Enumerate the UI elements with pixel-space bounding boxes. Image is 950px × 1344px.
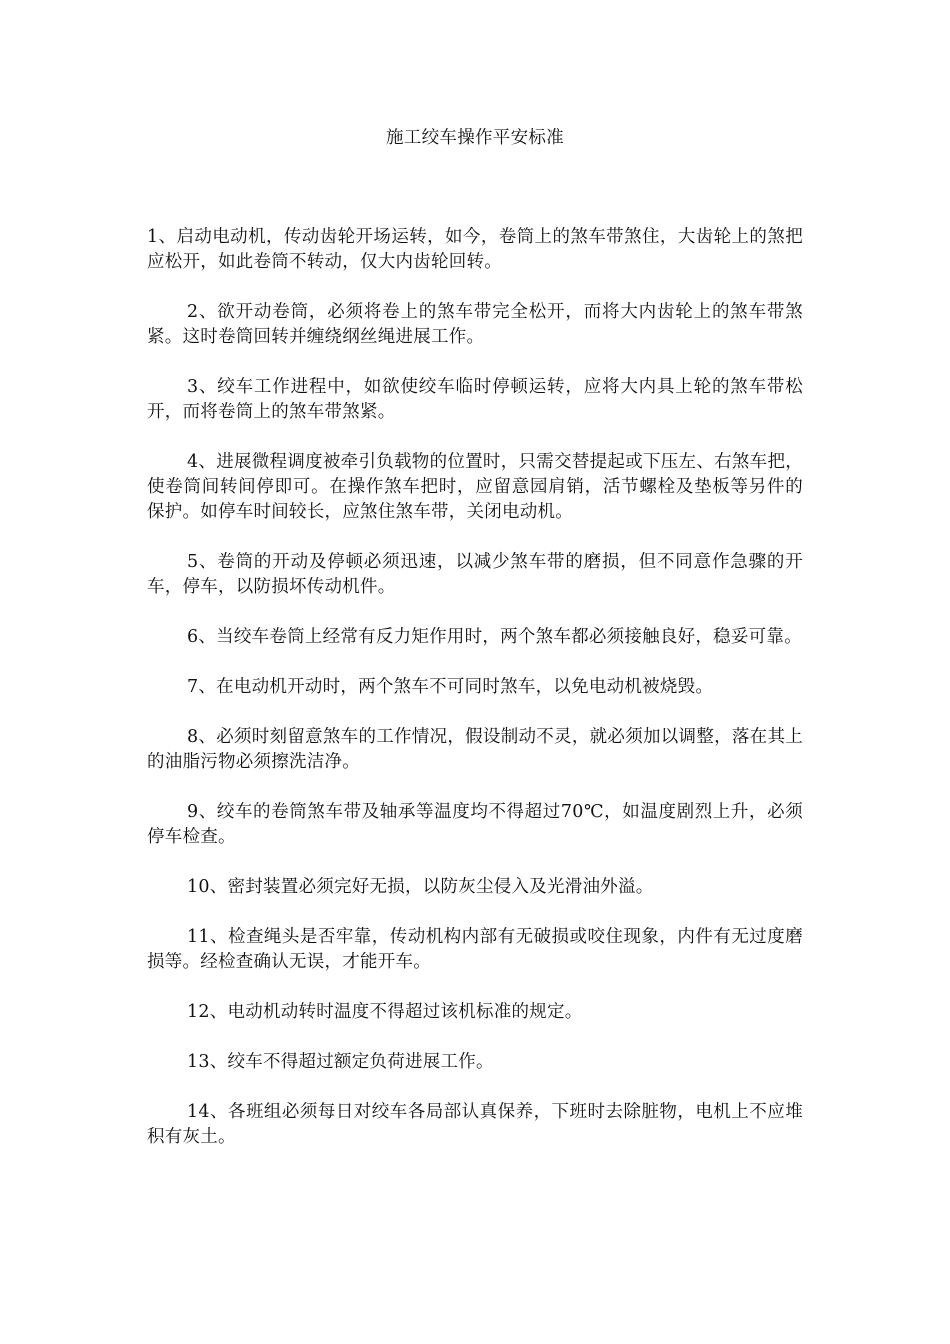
paragraph-13: 13、绞车不得超过额定负荷进展工作。 (187, 1052, 494, 1072)
paragraph-9: 9、绞车的卷筒煞车带及轴承等温度均不得超过70℃，如温度剧烈上升，必须停车检查。 (147, 802, 803, 847)
paragraph-11: 11、检查绳头是否牢靠，传动机构内部有无破损或咬住现象，内件有无过度磨损等。经检查确认无误，才能开车。 (147, 927, 803, 972)
paragraph-7: 7、在电动机开动时，两个煞车不可同时煞车，以免电动机被烧毁。 (187, 677, 714, 697)
document-title: 施工绞车操作平安标准 (386, 128, 564, 148)
paragraph-5: 5、卷筒的开动及停顿必须迅速，以减少煞车带的磨损，但不同意作急骤的开车，停车，以防损坏传动机件。 (147, 552, 803, 597)
paragraph-12: 12、电动机动转时温度不得超过该机标准的规定。 (187, 1002, 583, 1022)
paragraph-10: 10、密封装置必须完好无损，以防灰尘侵入及光滑油外溢。 (187, 877, 654, 897)
paragraph-1: 1、启动电动机，传动齿轮开场运转，如今，卷筒上的煞车带煞住，大齿轮上的煞把应松开，如此卷筒不转动，仅大内齿轮回转。 (147, 227, 803, 272)
paragraph-14: 14、各班组必须每日对绞车各局部认真保养，下班时去除脏物，电机上不应堆积有灰土。 (147, 1102, 803, 1147)
paragraph-3: 3、绞车工作进程中，如欲使绞车临时停顿运转，应将大内具上轮的煞车带松开，而将卷筒上的煞车带煞紧。 (147, 377, 803, 422)
paragraph-8: 8、必须时刻留意煞车的工作情况，假设制动不灵，就必须加以调整，落在其上的油脂污物必须擦洗洁净。 (147, 727, 803, 772)
document-body (147, 225, 803, 1175)
paragraph-4: 4、进展微程调度被牵引负载物的位置时，只需交替提起或下压左、右煞车把，使卷筒间转间停即可。在操作煞车把时，应留意园肩销，活节螺栓及垫板等另件的保护。如停车时间较长，应煞住煞车带，关闭电动机。 (147, 452, 803, 522)
paragraph-6: 6、当绞车卷筒上经常有反力矩作用时，两个煞车都必须接触良好，稳妥可靠。 (187, 627, 802, 647)
paragraph-2: 2、欲开动卷筒，必须将卷上的煞车带完全松开，而将大内齿轮上的煞车带煞紧。这时卷筒回转并缠绕纲丝绳进展工作。 (147, 302, 803, 347)
